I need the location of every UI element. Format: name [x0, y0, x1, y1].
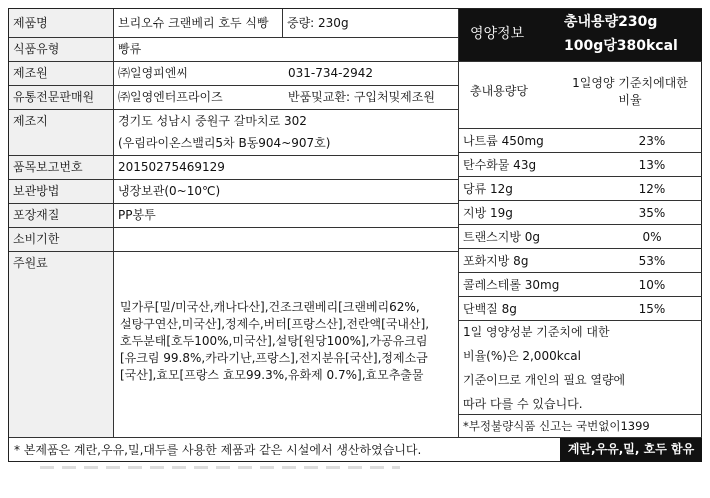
label-column-divider-2 — [113, 285, 114, 437]
nutrition-note-line2: 비율(%)은 2,000kcal — [463, 349, 581, 363]
product-name-label: 제품명 — [9, 9, 113, 37]
expiry-date — [114, 228, 454, 251]
per-100g-calories: 100g당380kcal — [564, 38, 678, 54]
maker-label: 제조원 — [9, 62, 113, 85]
storage-label: 보관방법 — [9, 180, 113, 203]
allergen-badge: 계란,우유,밀, 호두 함유 — [560, 438, 702, 462]
cut-off-text-decoration — [40, 466, 400, 469]
report-hotline: *부정불량식품 신고는 국번없이1399 — [463, 419, 650, 433]
food-type-label: 식품유형 — [9, 38, 113, 61]
report-number-label: 품목보고번호 — [9, 156, 113, 179]
maker-name: ㈜일영피엔씨 — [118, 66, 188, 80]
nutrition-row — [459, 248, 702, 272]
total-amount: 총내용량230g — [564, 14, 658, 30]
nutrition-row — [459, 200, 702, 224]
maker-phone: 031-734-2942 — [288, 66, 374, 80]
nutrition-row — [459, 176, 702, 200]
nutrition-col-amount: 총내용량당 — [470, 84, 528, 98]
nutrient-name: 콜레스테롤 30mg — [463, 278, 560, 292]
product-name: 브리오슈 크랜베리 호두 식빵 — [118, 16, 269, 30]
return-info: 반품및교환: 구입처및제조원 — [288, 90, 435, 104]
nutrition-row — [459, 152, 702, 176]
nutrient-percent: 23% — [638, 134, 666, 148]
ingredients-label: 주원료 — [9, 252, 113, 437]
nutrient-name: 나트륨 450mg — [463, 134, 544, 148]
packaging-label: 포장재질 — [9, 204, 113, 227]
nutrient-name: 지방 19g — [463, 206, 513, 220]
nutrient-name: 포화지방 8g — [463, 254, 529, 268]
ingredients-list: 밀가루[밀/미국산,캐나다산],건조크랜베리[크랜베리62%,설탕구연산,미국산],정제수,버터[프랑스산],전란액[국내산],호두분태[호두100%,미국산],설탕[원당100%],가공유크림[유크림 99.8%,카라기난,프랑스],전지분유[국산],정제소금[국산],효모[프랑스 효모99.3%,유화제 0.7%],효모추출물 — [120, 300, 430, 382]
distributor-name: ㈜일영엔터프라이즈 — [118, 90, 223, 104]
nutrition-note-line4: 따라 다를 수 있습니다. — [463, 397, 583, 411]
nutrient-percent: 15% — [638, 302, 666, 316]
nutrient-percent: 35% — [638, 206, 666, 220]
nutrition-row — [459, 272, 702, 296]
factory-address-line2: (우림라이온스밸리5차 B동904~907호) — [118, 136, 331, 150]
nutrient-name: 당류 12g — [463, 182, 513, 196]
nutrient-name: 트랜스지방 0g — [463, 230, 541, 244]
food-type: 빵류 — [118, 42, 142, 56]
allergy-facility-note: * 본제품은 계란,우유,밀,대두를 사용한 제품과 같은 시설에서 생산하였습니다. — [14, 443, 422, 457]
nutrition-row — [459, 224, 702, 248]
packaging-material: PP봉투 — [118, 208, 156, 222]
nutrition-title: 영양정보 — [470, 26, 525, 42]
nutrition-row — [459, 128, 702, 152]
storage-method: 냉장보관(0~10℃) — [118, 184, 221, 198]
factory-address-line1: 경기도 성남시 중원구 갈마치로 302 — [118, 114, 307, 128]
nutrition-row — [459, 296, 702, 320]
nutrition-note-line1: 1일 영양성분 기준치에 대한 — [463, 325, 610, 339]
nutrient-percent: 10% — [638, 278, 666, 292]
expiry-label: 소비기한 — [9, 228, 113, 251]
nutrition-col-percent: 1일영양 기준치에대한 비율 — [572, 76, 688, 107]
nutrient-name: 탄수화물 43g — [463, 158, 537, 172]
distributor-label: 유통전문판매원 — [9, 86, 113, 109]
product-weight: 중량: 230g — [287, 16, 349, 30]
nutrient-percent: 53% — [638, 254, 666, 268]
nutrition-line — [459, 61, 702, 62]
factory-label: 제조지 — [9, 110, 113, 155]
nutrient-name: 단백질 8g — [463, 302, 517, 316]
nutrient-percent: 13% — [638, 158, 666, 172]
report-number: 20150275469129 — [118, 160, 225, 174]
nutrient-percent: 0% — [642, 230, 662, 244]
nutrient-percent: 12% — [638, 182, 666, 196]
nutrition-note-line3: 기준이므로 개인의 필요 열량에 — [463, 373, 626, 387]
